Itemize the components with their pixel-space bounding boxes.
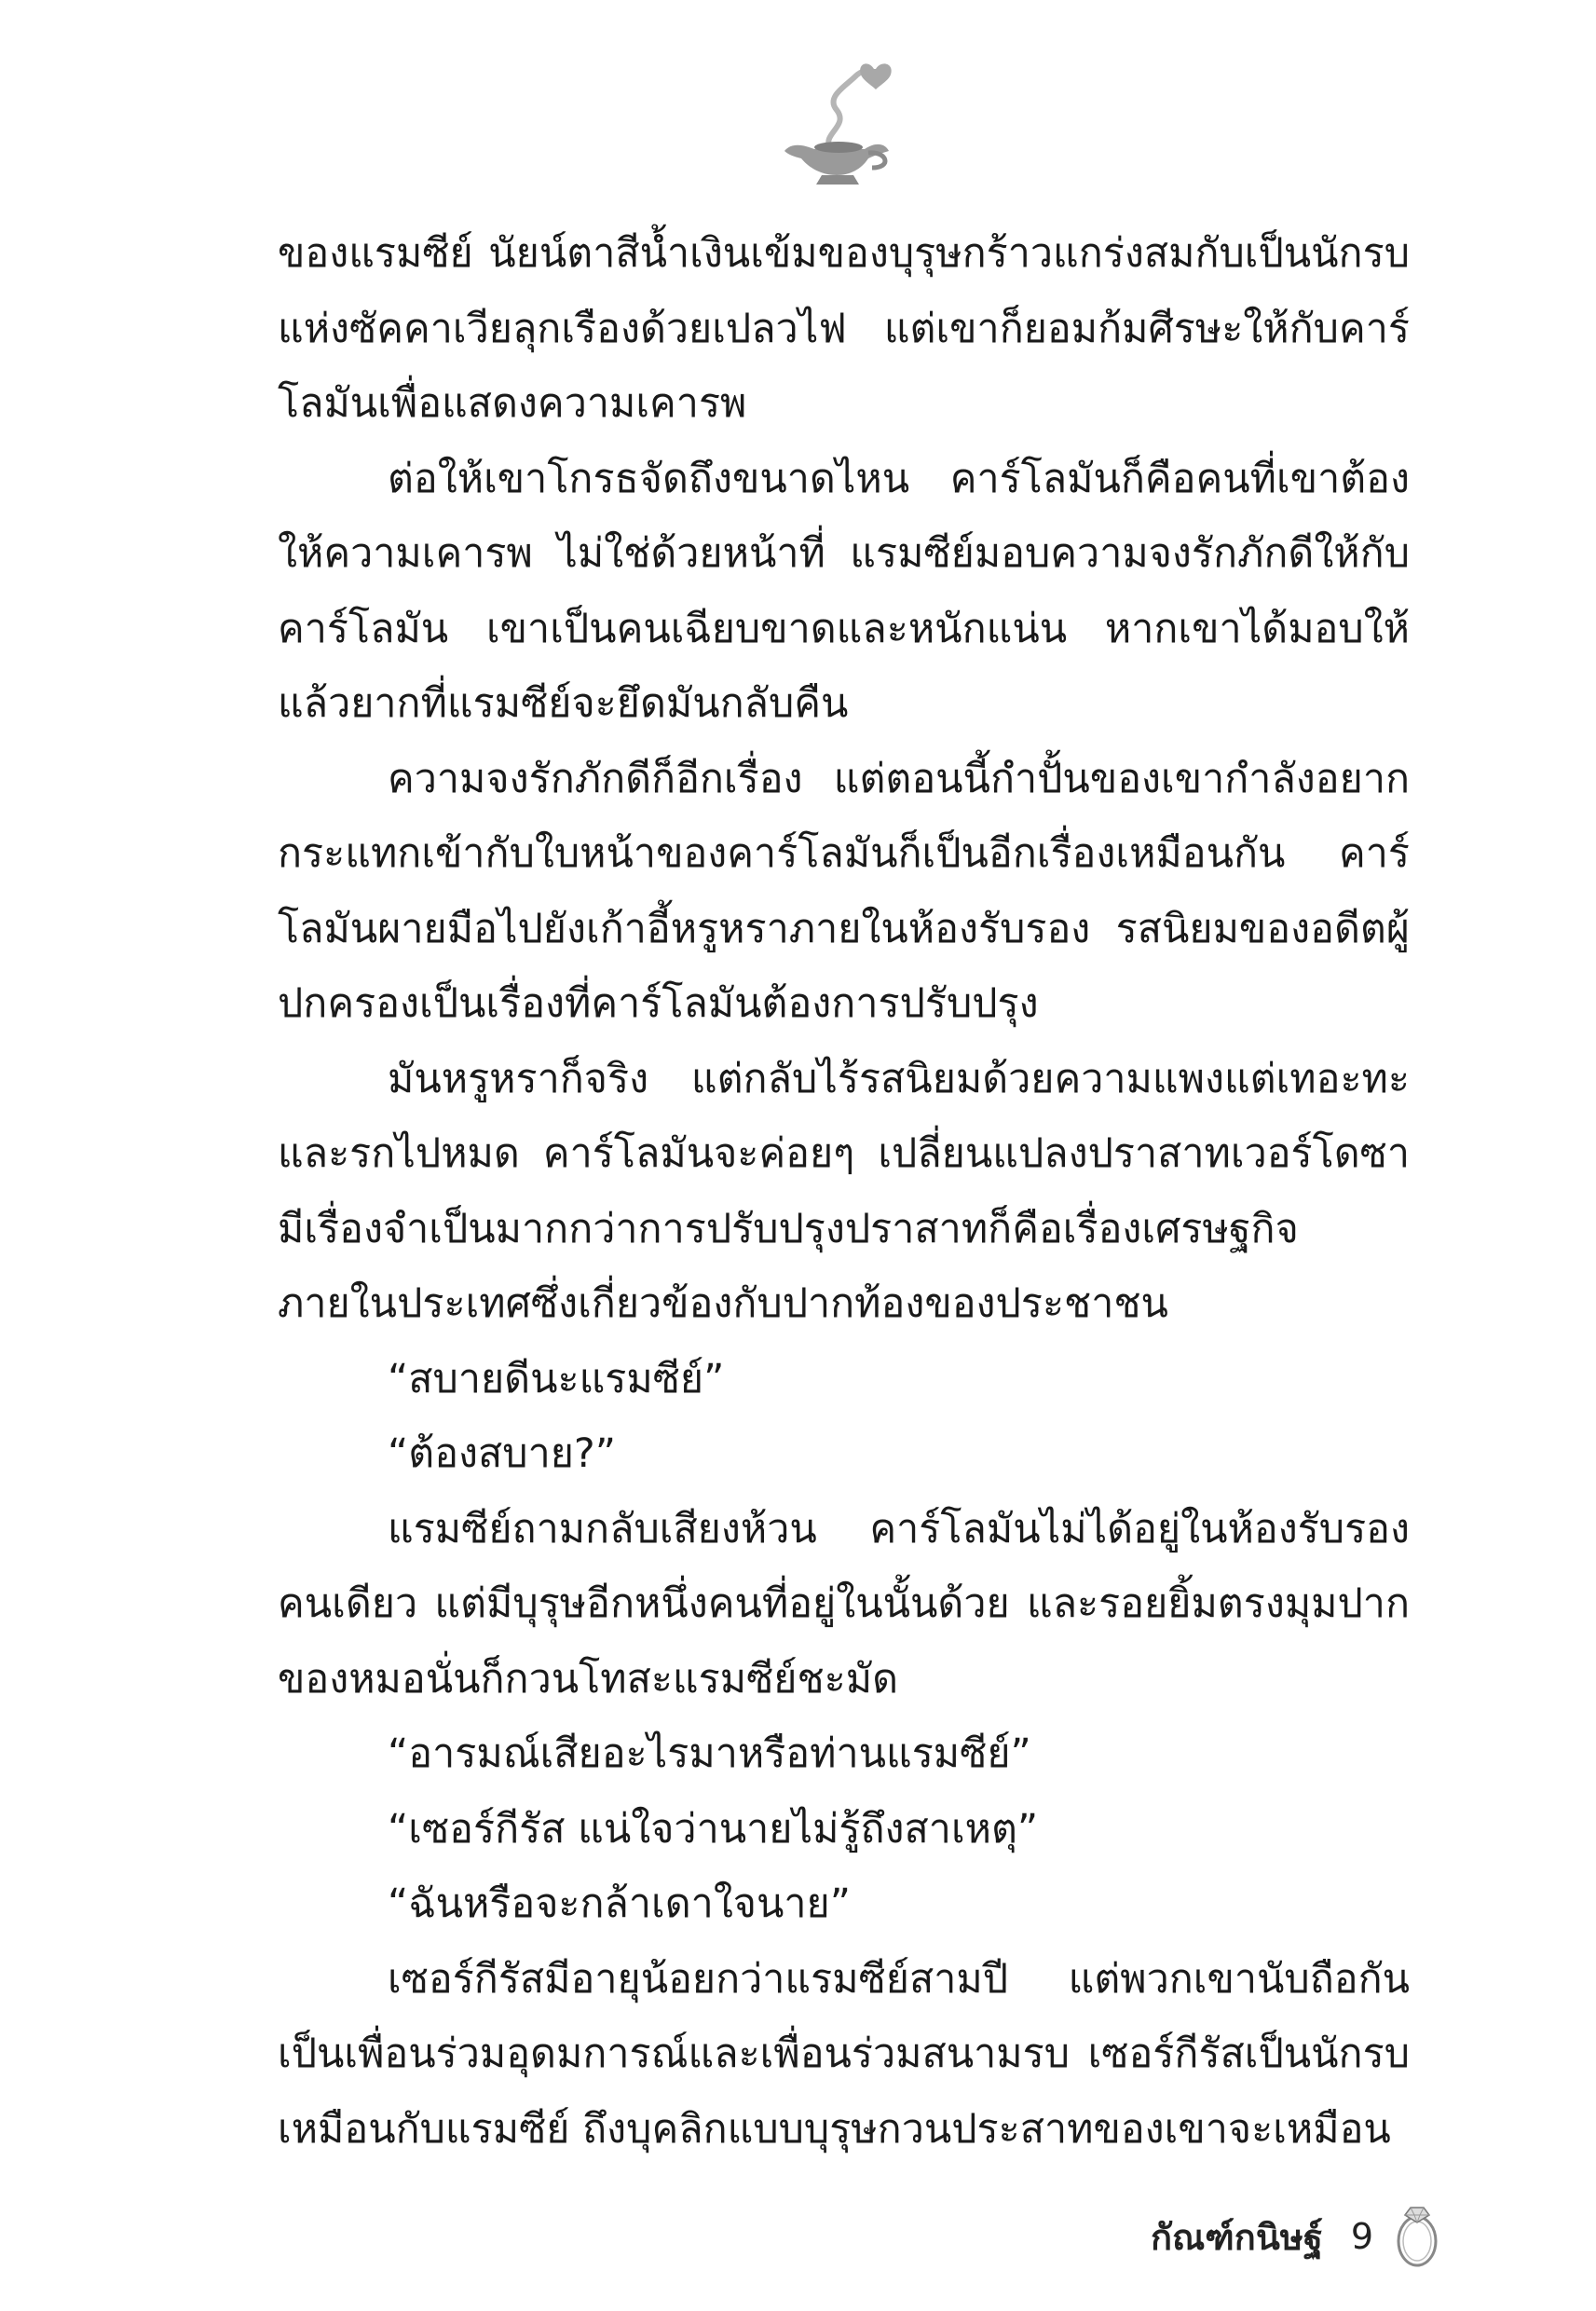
page-number: 9: [1350, 2216, 1373, 2257]
paragraph: ความจงรักภักดีก็อีกเรื่อง แต่ตอนนี้กำปั้นของเขากำลังอยากกระแทกเข้ากับใบหน้าของคาร์โลมันก็เป็นอีกเรื่องเหมือนกัน คาร์โลมันผายมือไปยังเก้าอี้หรูหราภายในห้องรับรอง รสนิยมของอดีตผู้ปกครองเป็นเรื่องที่คาร์โลมันต้องการปรับปรุง: [278, 755, 1410, 1027]
dialogue-line: “ฉันหรือจะกล้าเดาใจนาย”: [388, 1880, 852, 1927]
diamond-ring-icon: [1390, 2204, 1444, 2269]
dialogue-line: “ต้องสบาย?”: [388, 1430, 617, 1477]
genie-lamp-icon: [764, 48, 904, 188]
book-title: กัณฑ์กนิษฐ์: [1151, 2216, 1323, 2258]
dialogue-line: “เซอร์กีรัส แน่ใจว่านายไม่รู้ถึงสาเหตุ”: [388, 1805, 1039, 1853]
paragraph: ต่อให้เขาโกรธจัดถึงขนาดไหน คาร์โลมันก็คือคนที่เขาต้องให้ความเคารพ ไม่ใช่ด้วยหน้าที่ แรมซีย์มอบความจงรักภักดีให้กับคาร์โลมัน เขาเป็นคนเฉียบขาดและหนักแน่น หากเขาได้มอบให้แล้วยากที่แรมซีย์จะยึดมันกลับคืน: [278, 455, 1410, 727]
paragraph: ของแรมซีย์ นัยน์ตาสีน้ำเงินเข้มของบุรุษกร้าวแกร่งสมกับเป็นนักรบแห่งซัคคาเวียลุกเรืองด้วยเปลวไฟ แต่เขาก็ยอมก้มศีรษะให้กับคาร์โลมันเพื่อแสดงความเคารพ: [278, 230, 1410, 427]
body-text: [278, 216, 1410, 2167]
dialogue-line: “อารมณ์เสียอะไรมาหรือท่านแรมซีย์”: [388, 1730, 1031, 1777]
page-footer: [1071, 2204, 1444, 2269]
paragraph: แรมซีย์ถามกลับเสียงห้วน คาร์โลมันไม่ได้อยู่ในห้องรับรองคนเดียว แต่มีบุรุษอีกหนึ่งคนที่อยู่ในนั้นด้วย และรอยยิ้มตรงมุมปากของหมอนั่นก็กวนโทสะแรมซีย์ชะมัด: [278, 1505, 1410, 1702]
paragraph: เซอร์กีรัสมีอายุน้อยกว่าแรมซีย์สามปี แต่พวกเขานับถือกันเป็นเพื่อนร่วมอุดมการณ์และเพื่อนร่วมสนามรบ เซอร์กีรัสเป็นนักรบเหมือนกับแรมซีย์ ถึงบุคลิกแบบบุรุษกวนประสาทของเขาจะเหมือน: [278, 1955, 1410, 2153]
paragraph: มันหรูหราก็จริง แต่กลับไร้รสนิยมด้วยความแพงแต่เทอะทะและรกไปหมด คาร์โลมันจะค่อยๆ เปลี่ยนแปลงปราสาทเวอร์โดซามีเรื่องจำเป็นมากกว่าการปรับปรุงปราสาทก็คือเรื่องเศรษฐกิจภายในประเทศซึ่งเกี่ยวข้องกับปากท้องของประชาชน: [278, 1055, 1410, 1327]
dialogue-line: “สบายดีนะแรมซีย์”: [388, 1355, 725, 1402]
